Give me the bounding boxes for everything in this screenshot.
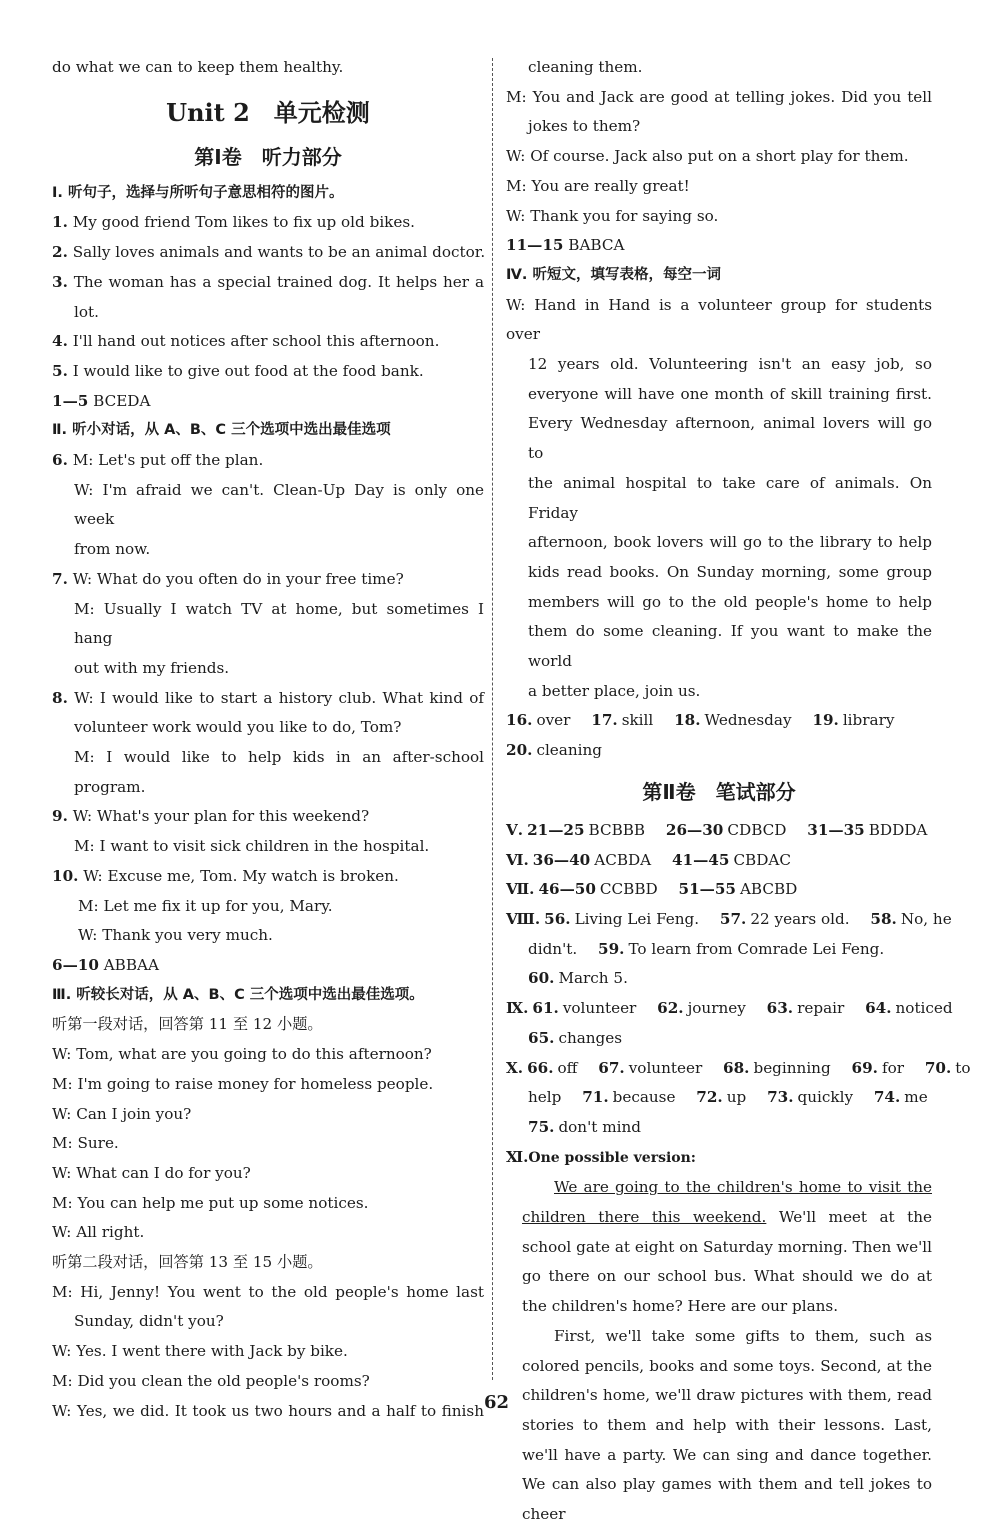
dialogue2-line: M: Did you clean the old people's rooms?	[52, 1371, 370, 1390]
dialogue2-line: W: Of course. Jack also put on a short play for them.	[506, 147, 909, 166]
carryover-line: cleaning them.	[528, 58, 643, 76]
q7: 7. W: What do you often do in your free time?	[52, 569, 404, 588]
dialogue2-line-cont: jokes to them?	[528, 117, 641, 136]
section-4-title: Ⅳ. 听短文，填写表格，每空一词	[506, 266, 721, 283]
passage-line: a better place, join us.	[528, 681, 701, 700]
passage-line: W: Hand in Hand is a volunteer group for students over	[506, 295, 932, 344]
answer-1-5: 1—5 BCEDA	[52, 391, 151, 410]
q6: 6. M: Let's put off the plan.	[52, 451, 264, 470]
model-essay	[506, 1173, 932, 1529]
passage-line: the animal hospital to take care of animals. On Friday	[528, 473, 932, 522]
dialogue1-line: M: You can help me put up some notices.	[52, 1193, 369, 1212]
part1-title: 第Ⅰ卷 听力部分	[194, 144, 342, 169]
dialogue1-line: M: I'm going to raise money for homeless people.	[52, 1074, 434, 1093]
q4: 4. I'll hand out notices after school this afternoon.	[52, 332, 440, 351]
passage-line: kids read books. On Sunday morning, some group	[528, 562, 932, 581]
answer-6-10: 6—10 ABBAA	[52, 955, 159, 974]
q9: 9. W: What's your plan for this weekend?	[52, 807, 370, 826]
right-column	[506, 53, 971, 1530]
section-2-title: Ⅱ. 听小对话，从 A、B、C 三个选项中选出最佳选项	[52, 422, 391, 439]
dialogue1-line: W: All right.	[52, 1223, 145, 1242]
q8-line3: M: I would like to help kids in an after-school	[74, 748, 484, 767]
q3-cont: lot.	[74, 302, 99, 321]
section-10-answers: Ⅹ. 66. off 67. volunteer 68. beginning 69. for 70. to	[506, 1058, 971, 1077]
section-9-answers-cont: 65. changes	[528, 1028, 623, 1047]
dialogue1-intro: 听第一段对话，回答第 11 至 12 小题。	[52, 1015, 323, 1034]
q7-line2: M: Usually I watch TV at home, but sometimes I hang	[74, 599, 484, 648]
q9-line2: M: I want to visit sick children in the hospital.	[74, 837, 430, 856]
q8: 8. W: I would like to start a history club. What kind of	[52, 688, 484, 707]
section-5-answers: Ⅴ. 21—25 BCBBB 26—30 CDBCD 31—35 BDDDA	[506, 820, 928, 839]
dialogue1-line: W: Tom, what are you going to do this afternoon?	[52, 1045, 432, 1064]
section-11-title: Ⅺ.One possible version:	[506, 1147, 696, 1166]
section-10-answers-cont: help 71. because 72. up 73. quickly 74. me	[528, 1088, 928, 1107]
q10-line2: M: Let me fix it up for you, Mary.	[78, 896, 333, 915]
passage-line: everyone will have one month of skill training first.	[528, 384, 932, 403]
section-10-answers-cont: 75. don't mind	[528, 1117, 641, 1136]
passage-line: them do some cleaning. If you want to make the world	[528, 622, 932, 671]
q8-line4: program.	[74, 777, 146, 796]
section-8-answers-cont: 60. March 5.	[528, 969, 628, 988]
passage-line: Every Wednesday afternoon, animal lovers will go to	[528, 414, 932, 463]
q2: 2. Sally loves animals and wants to be an animal doctor.	[52, 243, 486, 262]
q7-line3: out with my friends.	[74, 658, 230, 677]
passage-line: members will go to the old people's home to help	[528, 592, 932, 611]
q6-line2: W: I'm afraid we can't. Clean-Up Day is only one week	[74, 480, 484, 529]
column-divider	[492, 58, 493, 1380]
q10: 10. W: Excuse me, Tom. My watch is broken.	[52, 866, 399, 885]
section-3-title: Ⅲ. 听较长对话，从 A、B、C 三个选项中选出最佳选项。	[52, 986, 424, 1003]
left-column	[52, 53, 484, 1426]
dialogue2-line: W: Yes, we did. It took us two hours and a half to finish	[52, 1401, 484, 1420]
essay-paragraph-1: We are going to the children's home to visit the children there this weekend. We'll meet at the school gate at eight on Saturday morning. Then we'll go there on our school bus. What should we do at the children's home? Here are our plans.	[522, 1178, 933, 1316]
dialogue2-line: M: Hi, Jenny! You went to the old people's home last	[52, 1282, 484, 1301]
dialogue2-line: M: You and Jack are good at telling jokes. Did you tell	[506, 87, 932, 106]
q6-line3: from now.	[74, 540, 151, 559]
section-9-answers: Ⅸ. 61. volunteer 62. journey 63. repair 64. noticed	[506, 999, 953, 1018]
q5: 5. I would like to give out food at the food bank.	[52, 361, 424, 380]
section-6-answers: Ⅵ. 36—40 ACBDA 41—45 CBDAC	[506, 850, 791, 869]
answer-11-15: 11—15 BABCA	[506, 236, 625, 255]
dialogue1-line: W: Can I join you?	[52, 1104, 192, 1123]
dialogue2-line: W: Yes. I went there with Jack by bike.	[52, 1342, 348, 1361]
passage-line: 12 years old. Volunteering isn't an easy job, so	[528, 355, 932, 374]
section-8-answers-cont: didn't. 59. To learn from Comrade Lei Feng.	[528, 939, 885, 958]
dialogue1-line: M: Sure.	[52, 1134, 119, 1153]
page-number: 62	[483, 1392, 510, 1413]
section-7-answers: Ⅶ. 46—50 CCBBD 51—55 ABCBD	[506, 880, 798, 899]
q8-line2: volunteer work would you like to do, Tom?	[74, 718, 402, 737]
answer-20: 20. cleaning	[506, 741, 602, 760]
essay-paragraph-2: First, we'll take some gifts to them, such as colored pencils, books and some toys. Second, at the children's home, we'll draw pictures with them, read stories to them and help with their lessons. Last, we'll have a party. We can sing and dance together. We can also play games with them and tell jokes to cheer	[522, 1326, 932, 1524]
dialogue2-line-cont: Sunday, didn't you?	[74, 1312, 224, 1331]
q10-line3: W: Thank you very much.	[78, 926, 273, 945]
q3: 3. The woman has a special trained dog. It helps her a	[52, 272, 484, 291]
carryover-line: do what we can to keep them healthy.	[52, 58, 344, 76]
dialogue2-line: M: You are really great!	[506, 176, 690, 195]
dialogue2-intro: 听第二段对话，回答第 13 至 15 小题。	[52, 1253, 323, 1272]
dialogue1-line: W: What can I do for you?	[52, 1163, 251, 1182]
dialogue2-line: W: Thank you for saying so.	[506, 206, 719, 225]
unit-title: Unit 2 单元检测	[166, 97, 370, 127]
part2-title: 第Ⅱ卷 笔试部分	[642, 779, 796, 804]
q1: 1. My good friend Tom likes to fix up old bikes.	[52, 213, 415, 232]
passage-line: afternoon, book lovers will go to the library to help	[528, 533, 932, 552]
section-8-answers: Ⅷ. 56. Living Lei Feng. 57. 22 years old. 58. No, he	[506, 909, 952, 928]
section-1-title: Ⅰ. 听句子，选择与所听句子意思相符的图片。	[52, 184, 344, 201]
answers-16-19: 16. over 17. skill 18. Wednesday 19. library	[506, 711, 895, 730]
